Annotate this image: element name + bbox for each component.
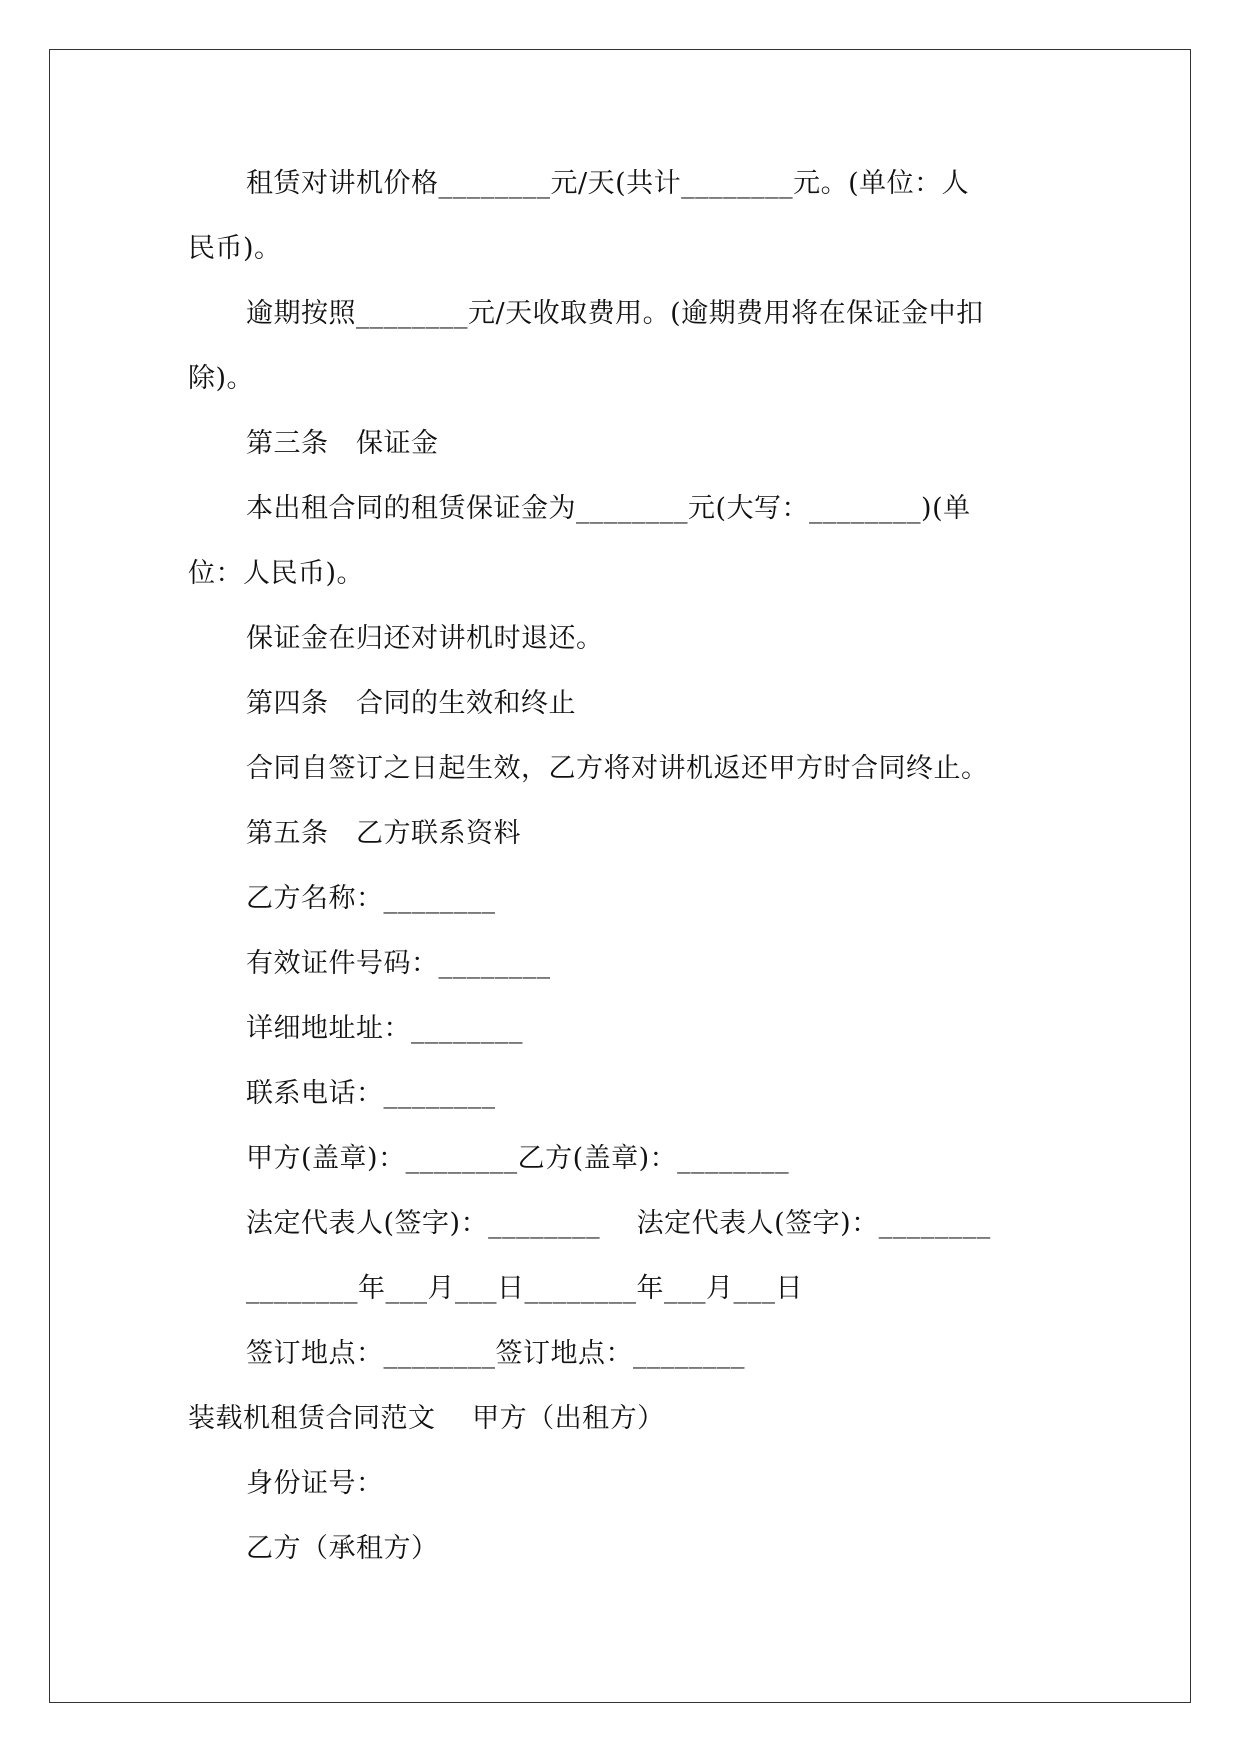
section-heading-article-3: 第三条 保证金 bbox=[246, 428, 439, 459]
text-line-deposit-amount: 本出租合同的租赁保证金为________元(大写：________)(单 bbox=[246, 493, 971, 524]
field-party-b-name: 乙方名称：________ bbox=[246, 883, 496, 914]
section-heading-article-5: 第五条 乙方联系资料 bbox=[246, 818, 521, 849]
field-phone: 联系电话：________ bbox=[246, 1078, 496, 1109]
text-line-deposit-amount-cont: 位：人民币)。 bbox=[188, 558, 365, 589]
text-line-overdue-fee-cont: 除)。 bbox=[188, 363, 255, 394]
field-dates: ________年___月___日________年___月___日 bbox=[246, 1273, 803, 1304]
text-line-deposit-refund: 保证金在归还对讲机时退还。 bbox=[246, 623, 604, 654]
text-line-party-b: 乙方（承租方） bbox=[246, 1533, 439, 1564]
text-line-overdue-fee: 逾期按照________元/天收取费用。(逾期费用将在保证金中扣 bbox=[246, 298, 984, 329]
text-line-contract-term: 合同自签订之日起生效，乙方将对讲机返还甲方时合同终止。 bbox=[246, 753, 989, 784]
field-seals: 甲方(盖章)：________乙方(盖章)：________ bbox=[246, 1143, 790, 1174]
section-heading-article-4: 第四条 合同的生效和终止 bbox=[246, 688, 576, 719]
field-signing-places: 签订地点：________签订地点：________ bbox=[246, 1338, 745, 1369]
text-line-rental-price-cont: 民币)。 bbox=[188, 233, 282, 264]
text-line-rental-price: 租赁对讲机价格________元/天(共计________元。(单位：人 bbox=[246, 168, 970, 199]
field-id-number: 有效证件号码：________ bbox=[246, 948, 551, 979]
field-address: 详细地址址：________ bbox=[246, 1013, 523, 1044]
text-line-loader-contract-title: 装载机租赁合同范文 甲方（出租方） bbox=[188, 1403, 665, 1434]
field-party-a-id: 身份证号： bbox=[246, 1468, 384, 1499]
field-legal-representatives: 法定代表人(签字)：________ 法定代表人(签字)：________ bbox=[246, 1208, 991, 1239]
